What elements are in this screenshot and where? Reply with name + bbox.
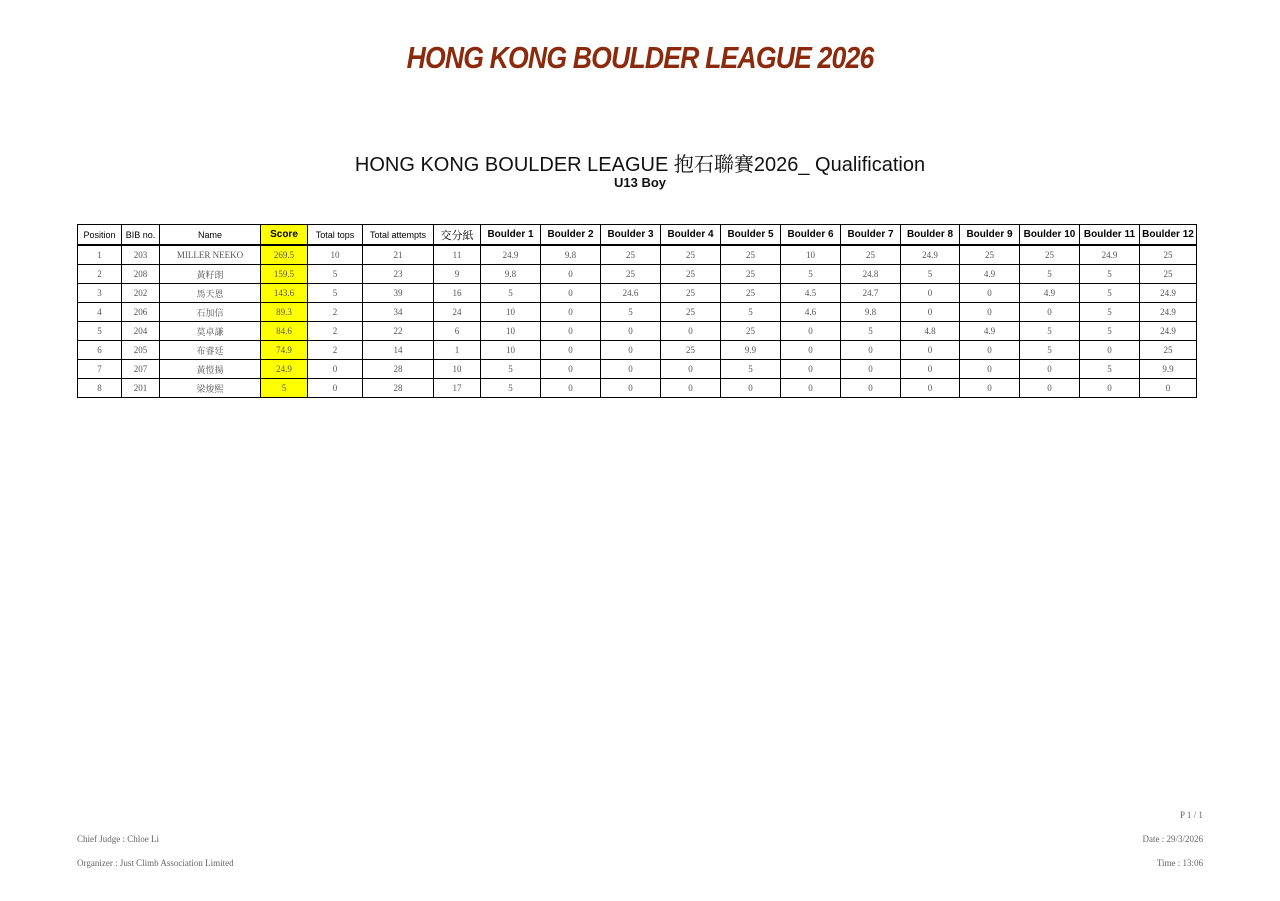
cell-position: 3 [78,284,122,303]
cell-boulder-8: 0 [901,284,960,303]
table-row [78,379,1197,398]
cell-score-sheet: 17 [434,379,481,398]
cell-boulder-6: 4.5 [781,284,841,303]
cell-boulder-2: 0 [541,303,601,322]
cell-boulder-10: 25 [1020,245,1080,265]
cell-boulder-10: 0 [1020,360,1080,379]
cell-boulder-9: 0 [960,303,1020,322]
header-boulder-11: Boulder 11 [1080,225,1140,246]
cell-boulder-4: 25 [661,341,721,360]
cell-score: 84.6 [261,322,308,341]
cell-name: 梁焌熙 [160,379,261,398]
cell-total-tops: 2 [308,322,363,341]
cell-total-tops: 0 [308,379,363,398]
header-row [78,225,1197,246]
header-boulder-5: Boulder 5 [721,225,781,246]
cell-boulder-2: 0 [541,322,601,341]
cell-boulder-1: 10 [481,341,541,360]
cell-boulder-2: 0 [541,265,601,284]
cell-bib: 203 [122,245,160,265]
cell-boulder-1: 24.9 [481,245,541,265]
cell-boulder-2: 0 [541,360,601,379]
cell-boulder-7: 0 [841,341,901,360]
cell-boulder-8: 24.9 [901,245,960,265]
cell-boulder-7: 0 [841,379,901,398]
cell-name: 莫卓謙 [160,322,261,341]
cell-boulder-9: 4.9 [960,265,1020,284]
cell-boulder-6: 5 [781,265,841,284]
cell-boulder-4: 25 [661,245,721,265]
cell-boulder-3: 25 [601,265,661,284]
league-banner: HONG KONG BOULDER LEAGUE 2026 [406,40,874,75]
cell-boulder-5: 25 [721,284,781,303]
cell-total-tops: 10 [308,245,363,265]
cell-score-sheet: 9 [434,265,481,284]
cell-score-sheet: 16 [434,284,481,303]
cell-boulder-1: 5 [481,284,541,303]
header-boulder-12: Boulder 12 [1140,225,1197,246]
cell-boulder-3: 0 [601,322,661,341]
header-boulder-4: Boulder 4 [661,225,721,246]
cell-bib: 208 [122,265,160,284]
cell-total-attempts: 34 [363,303,434,322]
cell-position: 8 [78,379,122,398]
results-body [78,245,1197,398]
cell-boulder-2: 9.8 [541,245,601,265]
cell-boulder-5: 25 [721,265,781,284]
cell-boulder-12: 25 [1140,341,1197,360]
header-total-tops: Total tops [308,225,363,246]
cell-boulder-8: 0 [901,303,960,322]
header-boulder-1: Boulder 1 [481,225,541,246]
cell-boulder-5: 9.9 [721,341,781,360]
cell-score: 5 [261,379,308,398]
cell-boulder-3: 5 [601,303,661,322]
cell-boulder-3: 24.6 [601,284,661,303]
report-time: Time : 13:06 [1156,858,1203,868]
cell-score: 24.9 [261,360,308,379]
cell-total-tops: 2 [308,341,363,360]
cell-boulder-11: 5 [1080,284,1140,303]
cell-bib: 205 [122,341,160,360]
cell-boulder-2: 0 [541,284,601,303]
cell-total-tops: 0 [308,360,363,379]
cell-boulder-12: 25 [1140,265,1197,284]
cell-boulder-9: 0 [960,379,1020,398]
cell-boulder-7: 9.8 [841,303,901,322]
cell-boulder-7: 25 [841,245,901,265]
table-row [78,284,1197,303]
cell-boulder-11: 0 [1080,341,1140,360]
cell-total-attempts: 14 [363,341,434,360]
cell-total-attempts: 21 [363,245,434,265]
cell-boulder-1: 5 [481,360,541,379]
cell-boulder-1: 10 [481,303,541,322]
results-table [77,224,1197,398]
cell-score: 89.3 [261,303,308,322]
cell-boulder-3: 0 [601,379,661,398]
cell-boulder-4: 0 [661,360,721,379]
header-score-sheet: 交分紙 [434,225,481,246]
cell-boulder-12: 24.9 [1140,303,1197,322]
cell-total-attempts: 22 [363,322,434,341]
cell-boulder-9: 0 [960,341,1020,360]
cell-boulder-10: 5 [1020,322,1080,341]
cell-name: 黃籽朗 [160,265,261,284]
cell-boulder-7: 0 [841,360,901,379]
header-boulder-10: Boulder 10 [1020,225,1080,246]
cell-score: 159.5 [261,265,308,284]
cell-bib: 207 [122,360,160,379]
cell-score-sheet: 1 [434,341,481,360]
cell-position: 5 [78,322,122,341]
cell-boulder-5: 0 [721,379,781,398]
cell-boulder-6: 10 [781,245,841,265]
cell-score: 269.5 [261,245,308,265]
cell-boulder-1: 9.8 [481,265,541,284]
cell-boulder-11: 24.9 [1080,245,1140,265]
cell-boulder-12: 9.9 [1140,360,1197,379]
header-bib: BIB no. [122,225,160,246]
header-boulder-2: Boulder 2 [541,225,601,246]
cell-boulder-1: 5 [481,379,541,398]
cell-boulder-12: 25 [1140,245,1197,265]
cell-boulder-6: 0 [781,360,841,379]
table-row [78,245,1197,265]
cell-boulder-10: 5 [1020,341,1080,360]
table-row [78,265,1197,284]
cell-boulder-12: 0 [1140,379,1197,398]
cell-boulder-8: 5 [901,265,960,284]
cell-boulder-8: 4.8 [901,322,960,341]
cell-boulder-2: 0 [541,341,601,360]
cell-boulder-10: 4.9 [1020,284,1080,303]
cell-boulder-12: 24.9 [1140,284,1197,303]
cell-boulder-11: 5 [1080,360,1140,379]
cell-boulder-5: 5 [721,360,781,379]
table-row [78,322,1197,341]
cell-total-attempts: 28 [363,360,434,379]
cell-boulder-3: 0 [601,341,661,360]
cell-boulder-4: 25 [661,284,721,303]
cell-name: 石加信 [160,303,261,322]
cell-boulder-11: 5 [1080,265,1140,284]
cell-score-sheet: 6 [434,322,481,341]
cell-position: 4 [78,303,122,322]
category-subtitle: U13 Boy [613,175,667,190]
table-row [78,341,1197,360]
header-total-attempts: Total attempts [363,225,434,246]
cell-total-attempts: 28 [363,379,434,398]
cell-score-sheet: 11 [434,245,481,265]
cell-total-tops: 5 [308,265,363,284]
cell-total-attempts: 23 [363,265,434,284]
cell-boulder-3: 0 [601,360,661,379]
cell-name: MILLER NEEKO [160,245,261,265]
cell-boulder-4: 25 [661,303,721,322]
header-position: Position [78,225,122,246]
report-date: Date : 29/3/2026 [1142,834,1203,844]
cell-boulder-8: 0 [901,379,960,398]
cell-boulder-6: 0 [781,322,841,341]
header-boulder-3: Boulder 3 [601,225,661,246]
header-boulder-6: Boulder 6 [781,225,841,246]
cell-boulder-8: 0 [901,341,960,360]
cell-bib: 201 [122,379,160,398]
table-row [78,303,1197,322]
cell-boulder-10: 5 [1020,265,1080,284]
header-name: Name [160,225,261,246]
cell-boulder-11: 5 [1080,303,1140,322]
cell-total-tops: 5 [308,284,363,303]
cell-boulder-3: 25 [601,245,661,265]
header-boulder-9: Boulder 9 [960,225,1020,246]
cell-boulder-7: 24.7 [841,284,901,303]
header-boulder-7: Boulder 7 [841,225,901,246]
cell-boulder-2: 0 [541,379,601,398]
cell-position: 2 [78,265,122,284]
cell-bib: 204 [122,322,160,341]
table-row [78,360,1197,379]
organizer: Organizer : Just Climb Association Limited [77,858,234,868]
cell-score-sheet: 10 [434,360,481,379]
cell-boulder-9: 4.9 [960,322,1020,341]
cell-boulder-6: 0 [781,379,841,398]
cell-boulder-7: 5 [841,322,901,341]
cell-boulder-4: 0 [661,322,721,341]
cell-boulder-9: 0 [960,284,1020,303]
cell-boulder-1: 10 [481,322,541,341]
page-title: HONG KONG BOULDER LEAGUE 抱石聯賽2026_ Qualification [354,154,926,176]
cell-position: 1 [78,245,122,265]
cell-total-attempts: 39 [363,284,434,303]
cell-boulder-8: 0 [901,360,960,379]
cell-score: 143.6 [261,284,308,303]
cell-boulder-9: 0 [960,360,1020,379]
cell-boulder-5: 25 [721,245,781,265]
header-score: Score [261,225,308,246]
cell-bib: 206 [122,303,160,322]
cell-boulder-4: 0 [661,379,721,398]
cell-boulder-9: 25 [960,245,1020,265]
cell-score-sheet: 24 [434,303,481,322]
cell-score: 74.9 [261,341,308,360]
cell-boulder-5: 25 [721,322,781,341]
cell-total-tops: 2 [308,303,363,322]
cell-boulder-11: 0 [1080,379,1140,398]
cell-boulder-11: 5 [1080,322,1140,341]
cell-boulder-10: 0 [1020,379,1080,398]
cell-position: 6 [78,341,122,360]
cell-bib: 202 [122,284,160,303]
cell-name: 黃愷揚 [160,360,261,379]
cell-boulder-6: 4.6 [781,303,841,322]
chief-judge: Chief Judge : Chloe Li [77,834,159,844]
cell-boulder-4: 25 [661,265,721,284]
cell-name: 馬天恩 [160,284,261,303]
cell-boulder-6: 0 [781,341,841,360]
page-number: P 1 / 1 [1180,810,1203,820]
cell-boulder-5: 5 [721,303,781,322]
cell-position: 7 [78,360,122,379]
cell-boulder-10: 0 [1020,303,1080,322]
cell-name: 布睿廷 [160,341,261,360]
cell-boulder-7: 24.8 [841,265,901,284]
cell-boulder-12: 24.9 [1140,322,1197,341]
header-boulder-8: Boulder 8 [901,225,960,246]
